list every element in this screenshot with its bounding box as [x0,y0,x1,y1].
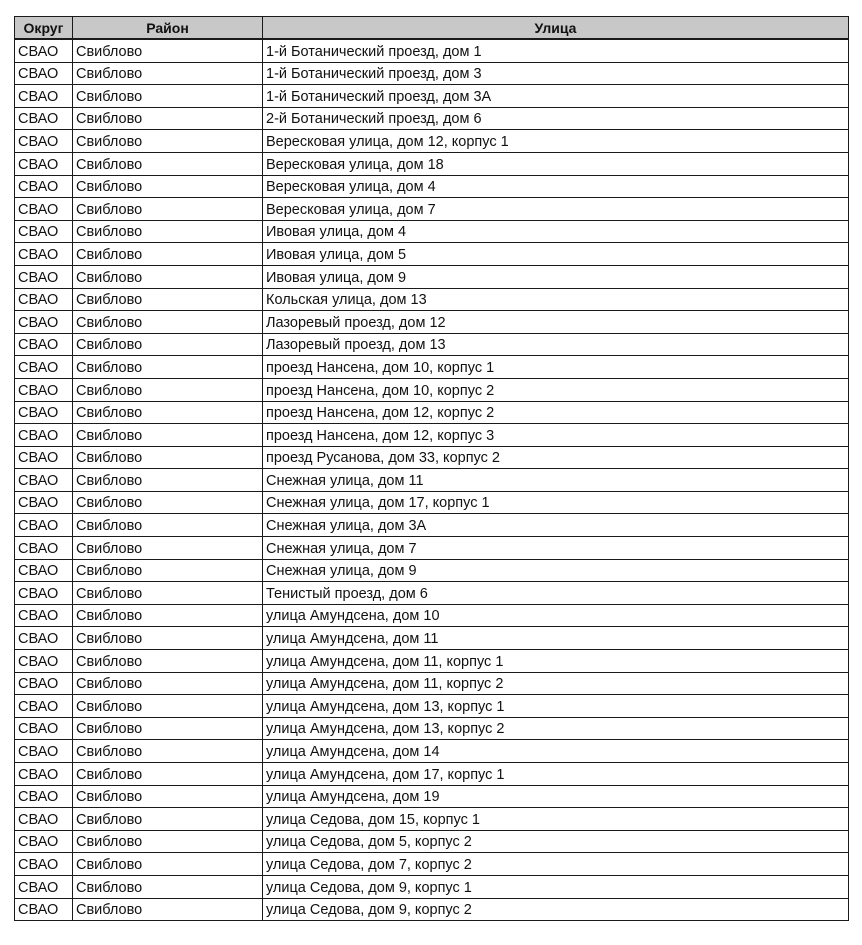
cell-rayon: Свиблово [73,85,263,108]
cell-ulitsa: улица Амундсена, дом 13, корпус 1 [263,695,849,718]
cell-ulitsa: улица Амундсена, дом 13, корпус 2 [263,717,849,740]
cell-ulitsa: улица Амундсена, дом 11 [263,627,849,650]
cell-rayon: Свиблово [73,898,263,921]
table-row [15,446,849,469]
table-row [15,808,849,831]
cell-ulitsa: Вересковая улица, дом 18 [263,152,849,175]
cell-ulitsa: Снежная улица, дом 17, корпус 1 [263,491,849,514]
cell-rayon: Свиблово [73,424,263,447]
table-row [15,582,849,605]
table-row [15,672,849,695]
table-row [15,424,849,447]
cell-okrug: СВАО [15,220,73,243]
cell-rayon: Свиблово [73,853,263,876]
cell-okrug: СВАО [15,582,73,605]
table-row [15,288,849,311]
cell-ulitsa: Ивовая улица, дом 5 [263,243,849,266]
cell-ulitsa: проезд Русанова, дом 33, корпус 2 [263,446,849,469]
address-table [14,16,849,921]
cell-ulitsa: проезд Нансена, дом 12, корпус 2 [263,401,849,424]
cell-ulitsa: Вересковая улица, дом 12, корпус 1 [263,130,849,153]
table-row [15,220,849,243]
cell-rayon: Свиблово [73,62,263,85]
cell-ulitsa: улица Седова, дом 7, корпус 2 [263,853,849,876]
table-row [15,853,849,876]
table-row [15,559,849,582]
cell-rayon: Свиблово [73,830,263,853]
cell-rayon: Свиблово [73,198,263,221]
cell-rayon: Свиблово [73,446,263,469]
cell-okrug: СВАО [15,446,73,469]
cell-ulitsa: Снежная улица, дом 7 [263,537,849,560]
table-row [15,875,849,898]
cell-rayon: Свиблово [73,39,263,62]
cell-okrug: СВАО [15,424,73,447]
table-row [15,311,849,334]
cell-okrug: СВАО [15,288,73,311]
table-row [15,604,849,627]
cell-okrug: СВАО [15,875,73,898]
cell-rayon: Свиблово [73,740,263,763]
cell-okrug: СВАО [15,152,73,175]
cell-ulitsa: Снежная улица, дом 9 [263,559,849,582]
cell-rayon: Свиблово [73,808,263,831]
table-body [15,39,849,921]
table-row [15,175,849,198]
cell-okrug: СВАО [15,401,73,424]
cell-rayon: Свиблово [73,401,263,424]
cell-okrug: СВАО [15,130,73,153]
cell-okrug: СВАО [15,695,73,718]
cell-rayon: Свиблово [73,333,263,356]
table-row [15,152,849,175]
cell-rayon: Свиблово [73,107,263,130]
cell-okrug: СВАО [15,604,73,627]
cell-okrug: СВАО [15,650,73,673]
cell-okrug: СВАО [15,898,73,921]
cell-rayon: Свиблово [73,695,263,718]
cell-ulitsa: улица Седова, дом 9, корпус 1 [263,875,849,898]
cell-ulitsa: улица Амундсена, дом 19 [263,785,849,808]
cell-okrug: СВАО [15,672,73,695]
cell-rayon: Свиблово [73,650,263,673]
cell-ulitsa: улица Седова, дом 15, корпус 1 [263,808,849,831]
table-row [15,740,849,763]
table-row [15,627,849,650]
cell-ulitsa: Вересковая улица, дом 7 [263,198,849,221]
table-row [15,243,849,266]
table-row [15,130,849,153]
cell-rayon: Свиблово [73,378,263,401]
table-row [15,333,849,356]
table-row [15,491,849,514]
cell-okrug: СВАО [15,243,73,266]
cell-ulitsa: 1-й Ботанический проезд, дом 1 [263,39,849,62]
cell-okrug: СВАО [15,175,73,198]
cell-ulitsa: 1-й Ботанический проезд, дом 3А [263,85,849,108]
table-row [15,39,849,62]
cell-rayon: Свиблово [73,627,263,650]
table-row [15,785,849,808]
cell-okrug: СВАО [15,311,73,334]
cell-okrug: СВАО [15,107,73,130]
cell-rayon: Свиблово [73,152,263,175]
cell-okrug: СВАО [15,740,73,763]
table-row [15,514,849,537]
cell-okrug: СВАО [15,333,73,356]
cell-ulitsa: проезд Нансена, дом 10, корпус 2 [263,378,849,401]
cell-okrug: СВАО [15,39,73,62]
table-row [15,695,849,718]
cell-ulitsa: Снежная улица, дом 3А [263,514,849,537]
cell-ulitsa: улица Амундсена, дом 11, корпус 2 [263,672,849,695]
cell-okrug: СВАО [15,378,73,401]
table-header [15,17,849,40]
cell-okrug: СВАО [15,514,73,537]
table-row [15,763,849,786]
cell-ulitsa: 2-й Ботанический проезд, дом 6 [263,107,849,130]
cell-rayon: Свиблово [73,265,263,288]
cell-ulitsa: Кольская улица, дом 13 [263,288,849,311]
cell-rayon: Свиблово [73,582,263,605]
cell-ulitsa: улица Амундсена, дом 11, корпус 1 [263,650,849,673]
cell-rayon: Свиблово [73,537,263,560]
cell-rayon: Свиблово [73,243,263,266]
cell-okrug: СВАО [15,830,73,853]
cell-rayon: Свиблово [73,717,263,740]
cell-rayon: Свиблово [73,559,263,582]
cell-rayon: Свиблово [73,491,263,514]
table-row [15,469,849,492]
table-row [15,717,849,740]
cell-okrug: СВАО [15,62,73,85]
cell-okrug: СВАО [15,491,73,514]
cell-okrug: СВАО [15,627,73,650]
cell-rayon: Свиблово [73,130,263,153]
cell-ulitsa: проезд Нансена, дом 10, корпус 1 [263,356,849,379]
cell-rayon: Свиблово [73,514,263,537]
cell-okrug: СВАО [15,198,73,221]
cell-rayon: Свиблово [73,356,263,379]
cell-ulitsa: проезд Нансена, дом 12, корпус 3 [263,424,849,447]
table-row [15,198,849,221]
cell-rayon: Свиблово [73,175,263,198]
cell-ulitsa: улица Седова, дом 9, корпус 2 [263,898,849,921]
cell-ulitsa: Ивовая улица, дом 4 [263,220,849,243]
cell-ulitsa: Тенистый проезд, дом 6 [263,582,849,605]
cell-ulitsa: Ивовая улица, дом 9 [263,265,849,288]
table-row [15,830,849,853]
table-row [15,378,849,401]
table-row [15,401,849,424]
cell-okrug: СВАО [15,808,73,831]
table-row [15,650,849,673]
cell-okrug: СВАО [15,537,73,560]
table-row [15,107,849,130]
header-row [15,17,849,40]
cell-rayon: Свиблово [73,469,263,492]
header-rayon: Район [73,17,263,40]
cell-rayon: Свиблово [73,672,263,695]
table-row [15,537,849,560]
cell-rayon: Свиблово [73,288,263,311]
cell-ulitsa: улица Амундсена, дом 10 [263,604,849,627]
cell-ulitsa: Снежная улица, дом 11 [263,469,849,492]
header-ulitsa: Улица [263,17,849,40]
cell-okrug: СВАО [15,356,73,379]
cell-ulitsa: Лазоревый проезд, дом 12 [263,311,849,334]
cell-ulitsa: улица Седова, дом 5, корпус 2 [263,830,849,853]
header-okrug: Округ [15,17,73,40]
cell-okrug: СВАО [15,717,73,740]
table-row [15,85,849,108]
cell-rayon: Свиблово [73,604,263,627]
cell-rayon: Свиблово [73,785,263,808]
cell-rayon: Свиблово [73,220,263,243]
cell-ulitsa: Вересковая улица, дом 4 [263,175,849,198]
cell-okrug: СВАО [15,469,73,492]
cell-rayon: Свиблово [73,875,263,898]
table-row [15,265,849,288]
cell-okrug: СВАО [15,853,73,876]
cell-rayon: Свиблово [73,311,263,334]
cell-okrug: СВАО [15,785,73,808]
cell-ulitsa: улица Амундсена, дом 14 [263,740,849,763]
table-row [15,62,849,85]
table-row [15,898,849,921]
cell-rayon: Свиблово [73,763,263,786]
cell-okrug: СВАО [15,265,73,288]
cell-okrug: СВАО [15,763,73,786]
cell-okrug: СВАО [15,85,73,108]
cell-ulitsa: Лазоревый проезд, дом 13 [263,333,849,356]
cell-okrug: СВАО [15,559,73,582]
cell-ulitsa: 1-й Ботанический проезд, дом 3 [263,62,849,85]
cell-ulitsa: улица Амундсена, дом 17, корпус 1 [263,763,849,786]
table-row [15,356,849,379]
